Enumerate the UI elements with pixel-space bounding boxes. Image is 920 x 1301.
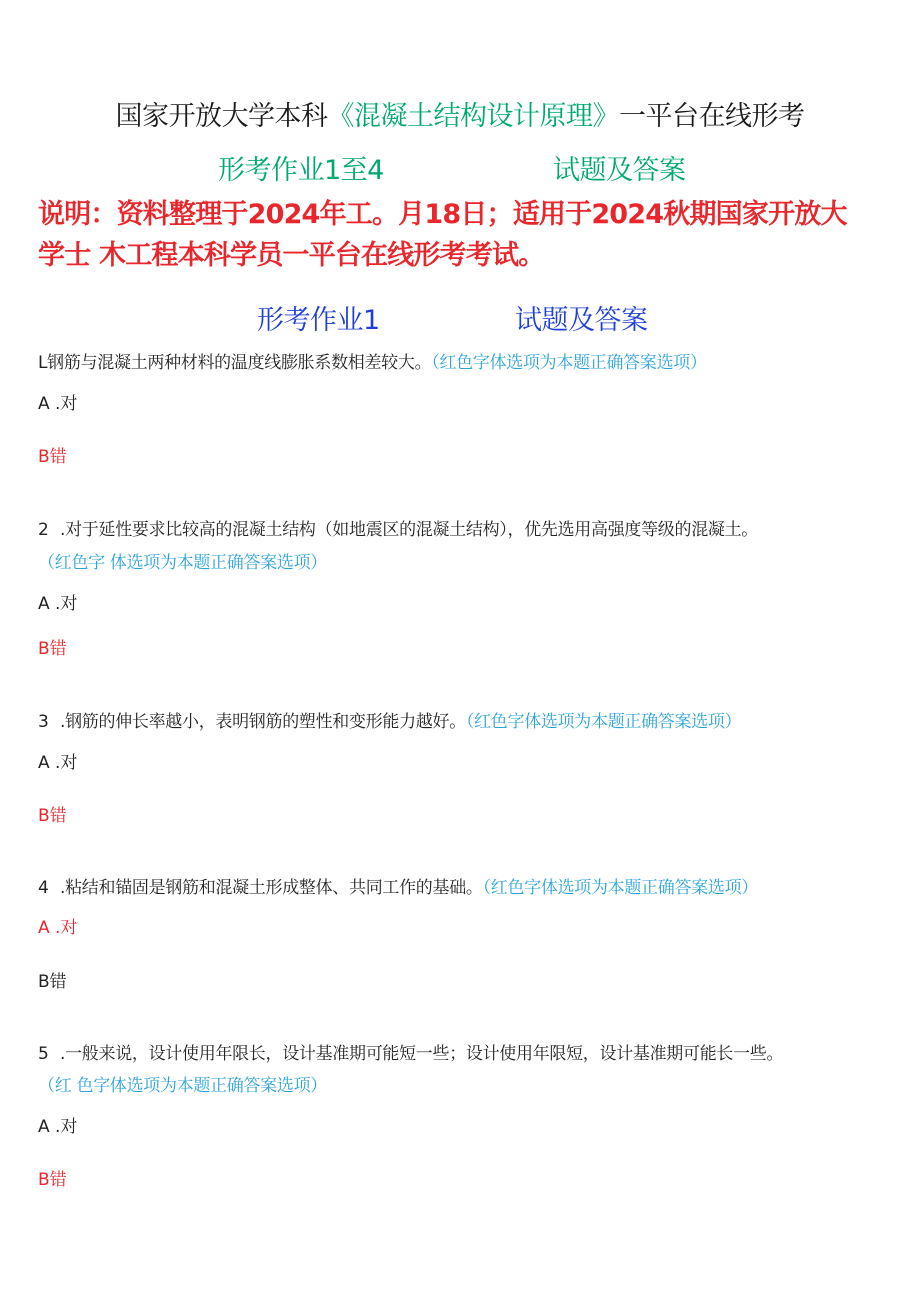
question-1-option-a[interactable]: A .对 <box>38 394 78 414</box>
question-4-option-a[interactable]: A .对 <box>38 918 78 938</box>
question-number: 4 <box>38 878 49 898</box>
question-text: .粘结和锚固是钢筋和混凝土形成整体、共同工作的基础。 <box>60 878 483 898</box>
question-text: .钢筋的伸长率越小，表明钢筋的塑性和变形能力越好。 <box>60 712 466 732</box>
title-book-name: 《混凝土结构设计原理》 <box>327 101 619 132</box>
question-text: .一般来说，设计使用年限长，设计基准期可能短一些；设计使用年限短，设计基准期可能长一些。 <box>60 1044 784 1064</box>
question-2-hint-line <box>38 548 327 573</box>
question-1 <box>38 348 707 373</box>
note-line-2: 学士 木工程本科学员一平台在线形考考试。 <box>38 240 545 271</box>
answer-hint: （红色字体选项为本题正确答案选项） <box>431 353 707 373</box>
question-2-option-b[interactable]: B错 <box>38 639 67 659</box>
subtitle-left: 形考作业1至4 <box>218 155 384 186</box>
title-prefix: 国家开放大学本科 <box>115 101 328 132</box>
title-suffix: 一平台在线形考 <box>619 101 805 132</box>
question-4 <box>38 873 758 898</box>
question-number: L <box>38 353 48 373</box>
answer-hint: （红 色字体选项为本题正确答案选项） <box>38 1076 328 1096</box>
question-5-hint-line <box>38 1071 327 1096</box>
answer-hint: （红色字体选项为本题正确答案选项） <box>482 878 759 898</box>
question-1-option-b[interactable]: B错 <box>38 447 67 467</box>
question-number: 5 <box>38 1044 49 1064</box>
question-2-option-a[interactable]: A .对 <box>38 594 78 614</box>
question-5 <box>38 1039 783 1064</box>
question-3-option-b[interactable]: B错 <box>38 806 67 826</box>
question-number: 3 <box>38 712 49 732</box>
question-3-option-a[interactable]: A .对 <box>38 753 78 773</box>
question-text: 钢筋与混凝土两种材料的温度线膨胀系数相差较大。 <box>47 353 432 373</box>
answer-hint: （红色字 体选项为本题正确答案选项） <box>38 553 328 573</box>
question-5-option-a[interactable]: A .对 <box>38 1117 78 1137</box>
question-text: .对于延性要求比较高的混凝土结构（如地震区的混凝土结构），优先选用高强度等级的混凝土。 <box>60 520 759 540</box>
subtitle-right: 试题及答案 <box>553 155 686 186</box>
section-title-right: 试题及答案 <box>515 305 648 336</box>
section-title-left: 形考作业1 <box>257 305 380 336</box>
question-5-option-b[interactable]: B错 <box>38 1170 67 1190</box>
note-line-1: 说明：资料整理于2024年工。月18日；适用于2024秋期国家开放大 <box>38 199 847 230</box>
question-number: 2 <box>38 520 49 540</box>
question-2 <box>38 515 758 540</box>
question-4-option-b[interactable]: B错 <box>38 972 67 992</box>
question-3 <box>38 707 741 732</box>
document-title <box>0 94 920 133</box>
answer-hint: （红色字体选项为本题正确答案选项） <box>465 712 742 732</box>
